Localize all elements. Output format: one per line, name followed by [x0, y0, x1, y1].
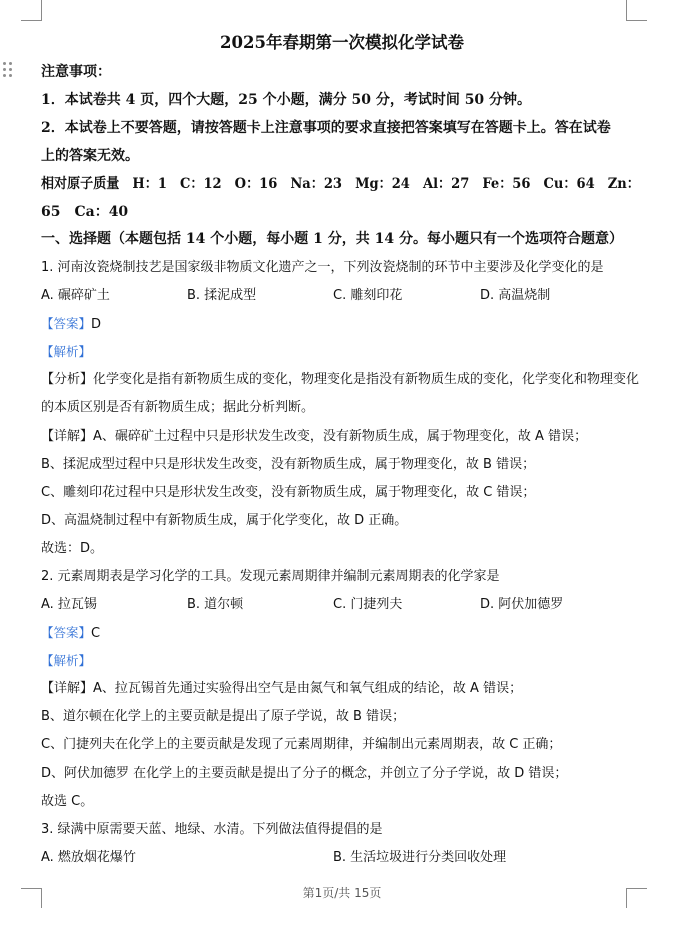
fenxi-label: 【分析】 — [41, 372, 94, 387]
question-2-option-d: D. 阿伏加德罗 — [480, 597, 564, 612]
answer-label: 【答案】 — [41, 625, 92, 640]
answer-label: 【答案】 — [41, 316, 92, 331]
page-title: 2025年春期第一次模拟化学试卷 — [220, 33, 464, 52]
detail-text: A、碾碎矿土过程中只是形状发生改变，没有新物质生成，属于物理变化，故 A 错误； — [93, 429, 588, 444]
analysis-label: 【解析】 — [41, 344, 92, 359]
question-2-option-a: A. 拉瓦锡 — [41, 597, 97, 612]
notice-item-2-line-1: 2．本试卷上不要答题，请按答题卡上注意事项的要求直接把答案填写在答题卡上。答在试卷 — [41, 120, 611, 136]
question-1-answer — [41, 315, 101, 334]
question-1-detail-b: B、揉泥成型过程中只是形状发生改变，没有新物质生成，属于物理变化，故 B 错误； — [41, 457, 536, 472]
question-2-detail-b: B、道尔顿在化学上的主要贡献是提出了原子学说，故 B 错误； — [41, 709, 406, 724]
question-3-option-a: A. 燃放烟花爆竹 — [41, 850, 136, 865]
question-1-conclusion: 故选：D。 — [41, 541, 104, 556]
answer-value: D — [91, 317, 102, 332]
atomic-mass-line-2: 65 Ca：40 — [41, 204, 129, 220]
question-2-conclusion: 故选 C。 — [41, 794, 94, 809]
atomic-mass-line-1: 相对原子质量 H：1 C：12 O：16 Na：23 Mg：24 Al：27 Fe：56 Cu：64 Zn： — [41, 176, 640, 192]
question-1-stem: 1. 河南汝瓷烧制技艺是国家级非物质文化遗产之一，下列汝瓷烧制的环节中主要涉及化学变化的是 — [41, 260, 604, 275]
question-2-stem: 2. 元素周期表是学习化学的工具。发现元素周期律并编制元素周期表的化学家是 — [41, 569, 500, 584]
question-2-detail-a — [41, 680, 522, 698]
question-2-analysis — [41, 652, 91, 671]
crop-mark-top-left-h — [21, 20, 42, 21]
question-3-stem: 3. 绿满中原需要天蓝、地绿、水清。下列做法值得提倡的是 — [41, 822, 383, 837]
question-2-option-c: C. 门捷列夫 — [333, 597, 403, 612]
question-1-option-d: D. 高温烧制 — [480, 288, 551, 303]
question-1-detail-a — [41, 428, 587, 446]
section-heading: 一、选择题（本题包括 14 个小题，每小题 1 分，共 14 分。每小题只有一个选项符合题意） — [41, 231, 623, 247]
question-1-option-b: B. 揉泥成型 — [187, 288, 257, 303]
question-2-answer — [41, 624, 100, 643]
question-1-detail-c: C、雕刻印花过程中只是形状发生改变，没有新物质生成，属于物理变化，故 C 错误； — [41, 485, 536, 500]
crop-mark-top-right-h — [626, 20, 647, 21]
notice-heading: 注意事项： — [41, 64, 111, 80]
question-3-option-b: B. 生活垃圾进行分类回收处理 — [333, 850, 507, 865]
page-footer: 第1页/共 15页 — [302, 886, 382, 900]
question-2-detail-c: C、门捷列夫在化学上的主要贡献是发现了元素周期律，并编制出元素周期表，故 C 正确； — [41, 737, 562, 752]
crop-mark-top-left-v — [41, 0, 42, 20]
detail-label: 【详解】 — [41, 429, 94, 444]
question-1-analysis — [41, 343, 91, 362]
question-1-fenxi-line-1 — [41, 371, 639, 389]
analysis-label: 【解析】 — [41, 653, 92, 668]
notice-item-2-line-2: 上的答案无效。 — [41, 148, 139, 164]
question-1-option-a: A. 碾碎矿土 — [41, 288, 110, 303]
answer-value: C — [91, 626, 101, 641]
detail-text: A、拉瓦锡首先通过实验得出空气是由氮气和氧气组成的结论，故 A 错误； — [93, 681, 523, 696]
question-1-fenxi-line-2: 的本质区别是否有新物质生成；据此分析判断。 — [41, 400, 315, 415]
notice-item-1: 1．本试卷共 4 页，四个大题，25 个小题，满分 50 分，考试时间 50 分钟。 — [41, 92, 532, 108]
question-2-option-b: B. 道尔顿 — [187, 597, 244, 612]
crop-mark-top-right-v — [626, 0, 627, 20]
drag-handle-icon[interactable] — [3, 62, 15, 80]
question-1-option-c: C. 雕刻印花 — [333, 288, 403, 303]
question-1-detail-d: D、高温烧制过程中有新物质生成，属于化学变化，故 D 正确。 — [41, 513, 408, 528]
question-2-detail-d: D、阿伏加德罗 在化学上的主要贡献是提出了分子的概念，并创立了分子学说，故 D 错误； — [41, 766, 568, 781]
fenxi-text: 化学变化是指有新物质生成的变化，物理变化是指没有新物质生成的变化，化学变化和物理变化 — [93, 372, 640, 387]
detail-label: 【详解】 — [41, 681, 94, 696]
